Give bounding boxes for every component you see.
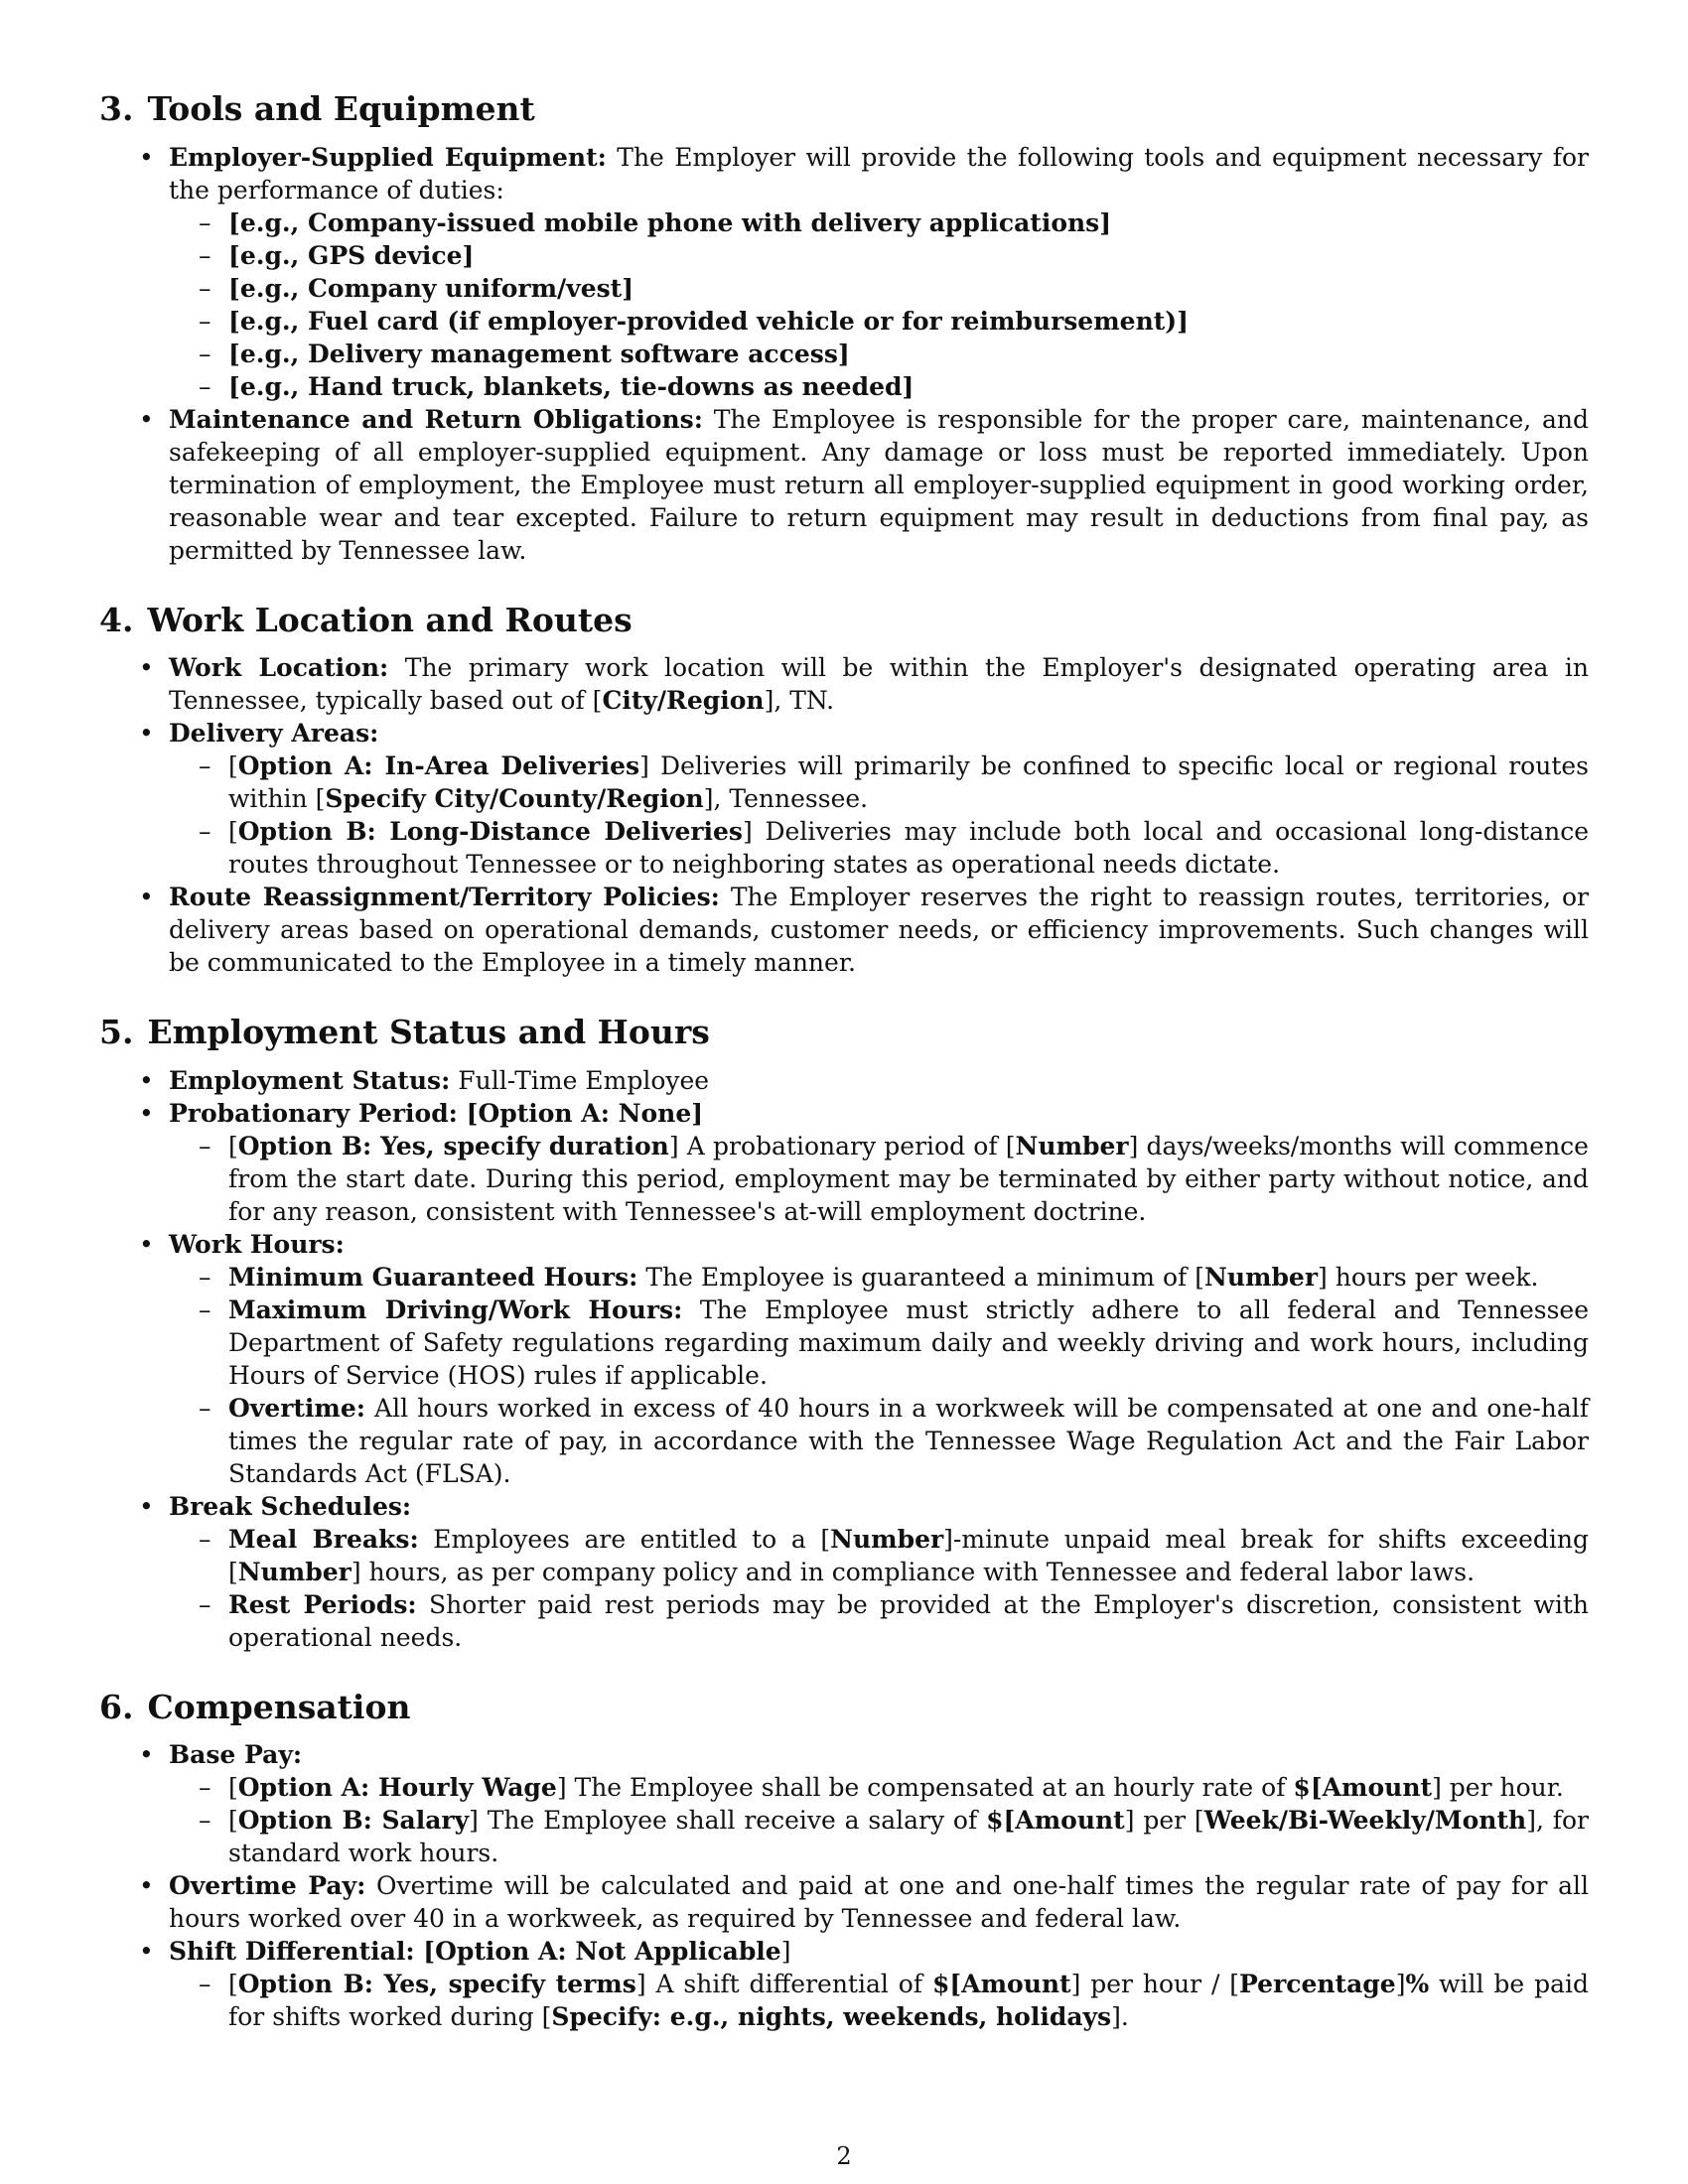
- sub-list: [169, 1771, 1589, 1869]
- document-page: [99, 89, 1589, 2067]
- list-item: • Work Location: The primary work location will be within the Employer's designated operating area in Tennessee, typically based out of [City/Region], TN.: [169, 651, 1589, 717]
- list-item: – [e.g., Company uniform/vest]: [228, 272, 1589, 305]
- list-item: • Base Pay: – [Option A: Hourly Wage] The Employee shall be compensated at an hourly rate of $[Amount] per hour. – [Option B: Salary] The Employee shall receive a salary of $[Amount] per [Week/Bi-Weekly/Month], for standard work hours.: [169, 1738, 1589, 1869]
- list-item: – [Option B: Salary] The Employee shall receive a salary of $[Amount] per [Week/Bi-Weekly/Month], for standard work hours.: [228, 1804, 1589, 1869]
- list-item: – Minimum Guaranteed Hours: The Employee is guaranteed a minimum of [Number] hours per week.: [228, 1261, 1589, 1294]
- list-item: – Maximum Driving/Work Hours: The Employee must strictly adhere to all federal and Tennessee Department of Safety regulations regarding maximum daily and weekly driving and work hours, including Hours of Service (HOS) rules if applicable.: [228, 1294, 1589, 1392]
- sub-list: [169, 1130, 1589, 1228]
- list-item: – [e.g., GPS device]: [228, 239, 1589, 272]
- list-item: • Shift Differential: [Option A: Not Applicable] – [Option B: Yes, specify terms] A shift differential of $[Amount] per hour / [Percentage]% will be paid for shifts worked during [Specify: e.g., nights, weekends, holidays].: [169, 1935, 1589, 2033]
- list-item: – [e.g., Fuel card (if employer-provided vehicle or for reimbursement)]: [228, 305, 1589, 338]
- list-item: – [e.g., Hand truck, blankets, tie-downs as needed]: [228, 370, 1589, 403]
- sub-list: [169, 750, 1589, 881]
- page-number: 2: [836, 2142, 852, 2170]
- list-item: – Overtime: All hours worked in excess of 40 hours in a workweek will be compensated at one and one-half times the regular rate of pay, in accordance with the Tennessee Wage Regulation Act and the Fair Labor Standards Act (FLSA).: [228, 1392, 1589, 1490]
- section-compensation: [99, 1688, 1589, 2034]
- list-item: • Route Reassignment/Territory Policies: The Employer reserves the right to reassign routes, territories, or delivery areas based on operational demands, customer needs, or efficiency improvements. Such changes will be communicated to the Employee in a timely manner.: [169, 881, 1589, 979]
- list-item: • Employer-Supplied Equipment: The Employer will provide the following tools and equipment necessary for the performance of duties: – [e.g., Company-issued mobile phone with delivery applications] – [e.g., GPS device] – [e.g., Company uniform/vest] – [e.g., Fuel card (if employer-provided vehicle or for reimbursement)] – [e.g., Delivery management software access] – [e.g., Hand truck, blankets, tie-downs as needed]: [169, 141, 1589, 403]
- section-heading: 4. Work Location and Routes: [99, 600, 633, 639]
- list-item: • Break Schedules: – Meal Breaks: Employees are entitled to a [Number]-minute unpaid meal break for shifts exceeding [Number] hours, as per company policy and in compliance with Tennessee and federal labor laws. – Rest Periods: Shorter paid rest periods may be provided at the Employer's discretion, consistent with operational needs.: [169, 1490, 1589, 1654]
- sub-list: [169, 206, 1589, 403]
- section-heading: 6. Compensation: [99, 1687, 411, 1726]
- bullet-list: [99, 651, 1589, 979]
- section-tools-and-equipment: [99, 89, 1589, 567]
- list-item: • Employment Status: Full-Time Employee: [169, 1064, 1589, 1097]
- list-item: – [e.g., Delivery management software access]: [228, 338, 1589, 370]
- list-item: – Meal Breaks: Employees are entitled to a [Number]-minute unpaid meal break for shifts exceeding [Number] hours, as per company policy and in compliance with Tennessee and federal labor laws.: [228, 1523, 1589, 1588]
- section-employment-status-and-hours: [99, 1013, 1589, 1654]
- list-item: – [Option A: Hourly Wage] The Employee shall be compensated at an hourly rate of $[Amount] per hour.: [228, 1771, 1589, 1804]
- list-item: – [Option B: Long-Distance Deliveries] Deliveries may include both local and occasional long-distance routes throughout Tennessee or to neighboring states as operational needs dictate.: [228, 815, 1589, 881]
- list-item: • Maintenance and Return Obligations: The Employee is responsible for the proper care, maintenance, and safekeeping of all employer-supplied equipment. Any damage or loss must be reported immediately. Upon termination of employment, the Employee must return all employer-supplied equipment in good working order, reasonable wear and tear excepted. Failure to return equipment may result in deductions from final pay, as permitted by Tennessee law.: [169, 403, 1589, 567]
- list-item: • Delivery Areas: – [Option A: In-Area Deliveries] Deliveries will primarily be confined to specific local or regional routes within [Specify City/County/Region], Tennessee. – [Option B: Long-Distance Deliveries] Deliveries may include both local and occasional long-distance routes throughout Tennessee or to neighboring states as operational needs dictate.: [169, 717, 1589, 881]
- list-item: – [Option A: In-Area Deliveries] Deliveries will primarily be confined to specific local or regional routes within [Specify City/County/Region], Tennessee.: [228, 750, 1589, 815]
- section-heading: 3. Tools and Equipment: [99, 89, 535, 128]
- sub-list: [169, 1261, 1589, 1490]
- list-item: • Probationary Period: [Option A: None] – [Option B: Yes, specify duration] A probationary period of [Number] days/weeks/months will commence from the start date. During this period, employment may be terminated by either party without notice, and for any reason, consistent with Tennessee's at-will employment doctrine.: [169, 1097, 1589, 1228]
- bullet-list: [99, 1064, 1589, 1654]
- list-item: • Overtime Pay: Overtime will be calculated and paid at one and one-half times the regular rate of pay for all hours worked over 40 in a workweek, as required by Tennessee and federal law.: [169, 1869, 1589, 1935]
- bullet-list: [99, 1738, 1589, 2033]
- list-item: – [Option B: Yes, specify terms] A shift differential of $[Amount] per hour / [Percentage]% will be paid for shifts worked during [Specify: e.g., nights, weekends, holidays].: [228, 1968, 1589, 2033]
- sub-list: [169, 1523, 1589, 1654]
- section-work-location-and-routes: [99, 601, 1589, 980]
- list-item: – [Option B: Yes, specify duration] A probationary period of [Number] days/weeks/months will commence from the start date. During this period, employment may be terminated by either party without notice, and for any reason, consistent with Tennessee's at-will employment doctrine.: [228, 1130, 1589, 1228]
- list-item: • Work Hours: – Minimum Guaranteed Hours: The Employee is guaranteed a minimum of [Number] hours per week. – Maximum Driving/Work Hours: The Employee must strictly adhere to all federal and Tennessee Department of Safety regulations regarding maximum daily and weekly driving and work hours, including Hours of Service (HOS) rules if applicable. – Overtime: All hours worked in excess of 40 hours in a workweek will be compensated at one and one-half times the regular rate of pay, in accordance with the Tennessee Wage Regulation Act and the Fair Labor Standards Act (FLSA).: [169, 1228, 1589, 1490]
- bullet-list: [99, 141, 1589, 567]
- sub-list: [169, 1968, 1589, 2033]
- list-item: – Rest Periods: Shorter paid rest periods may be provided at the Employer's discretion, consistent with operational needs.: [228, 1588, 1589, 1654]
- section-heading: 5. Employment Status and Hours: [99, 1013, 710, 1052]
- list-item: – [e.g., Company-issued mobile phone with delivery applications]: [228, 206, 1589, 239]
